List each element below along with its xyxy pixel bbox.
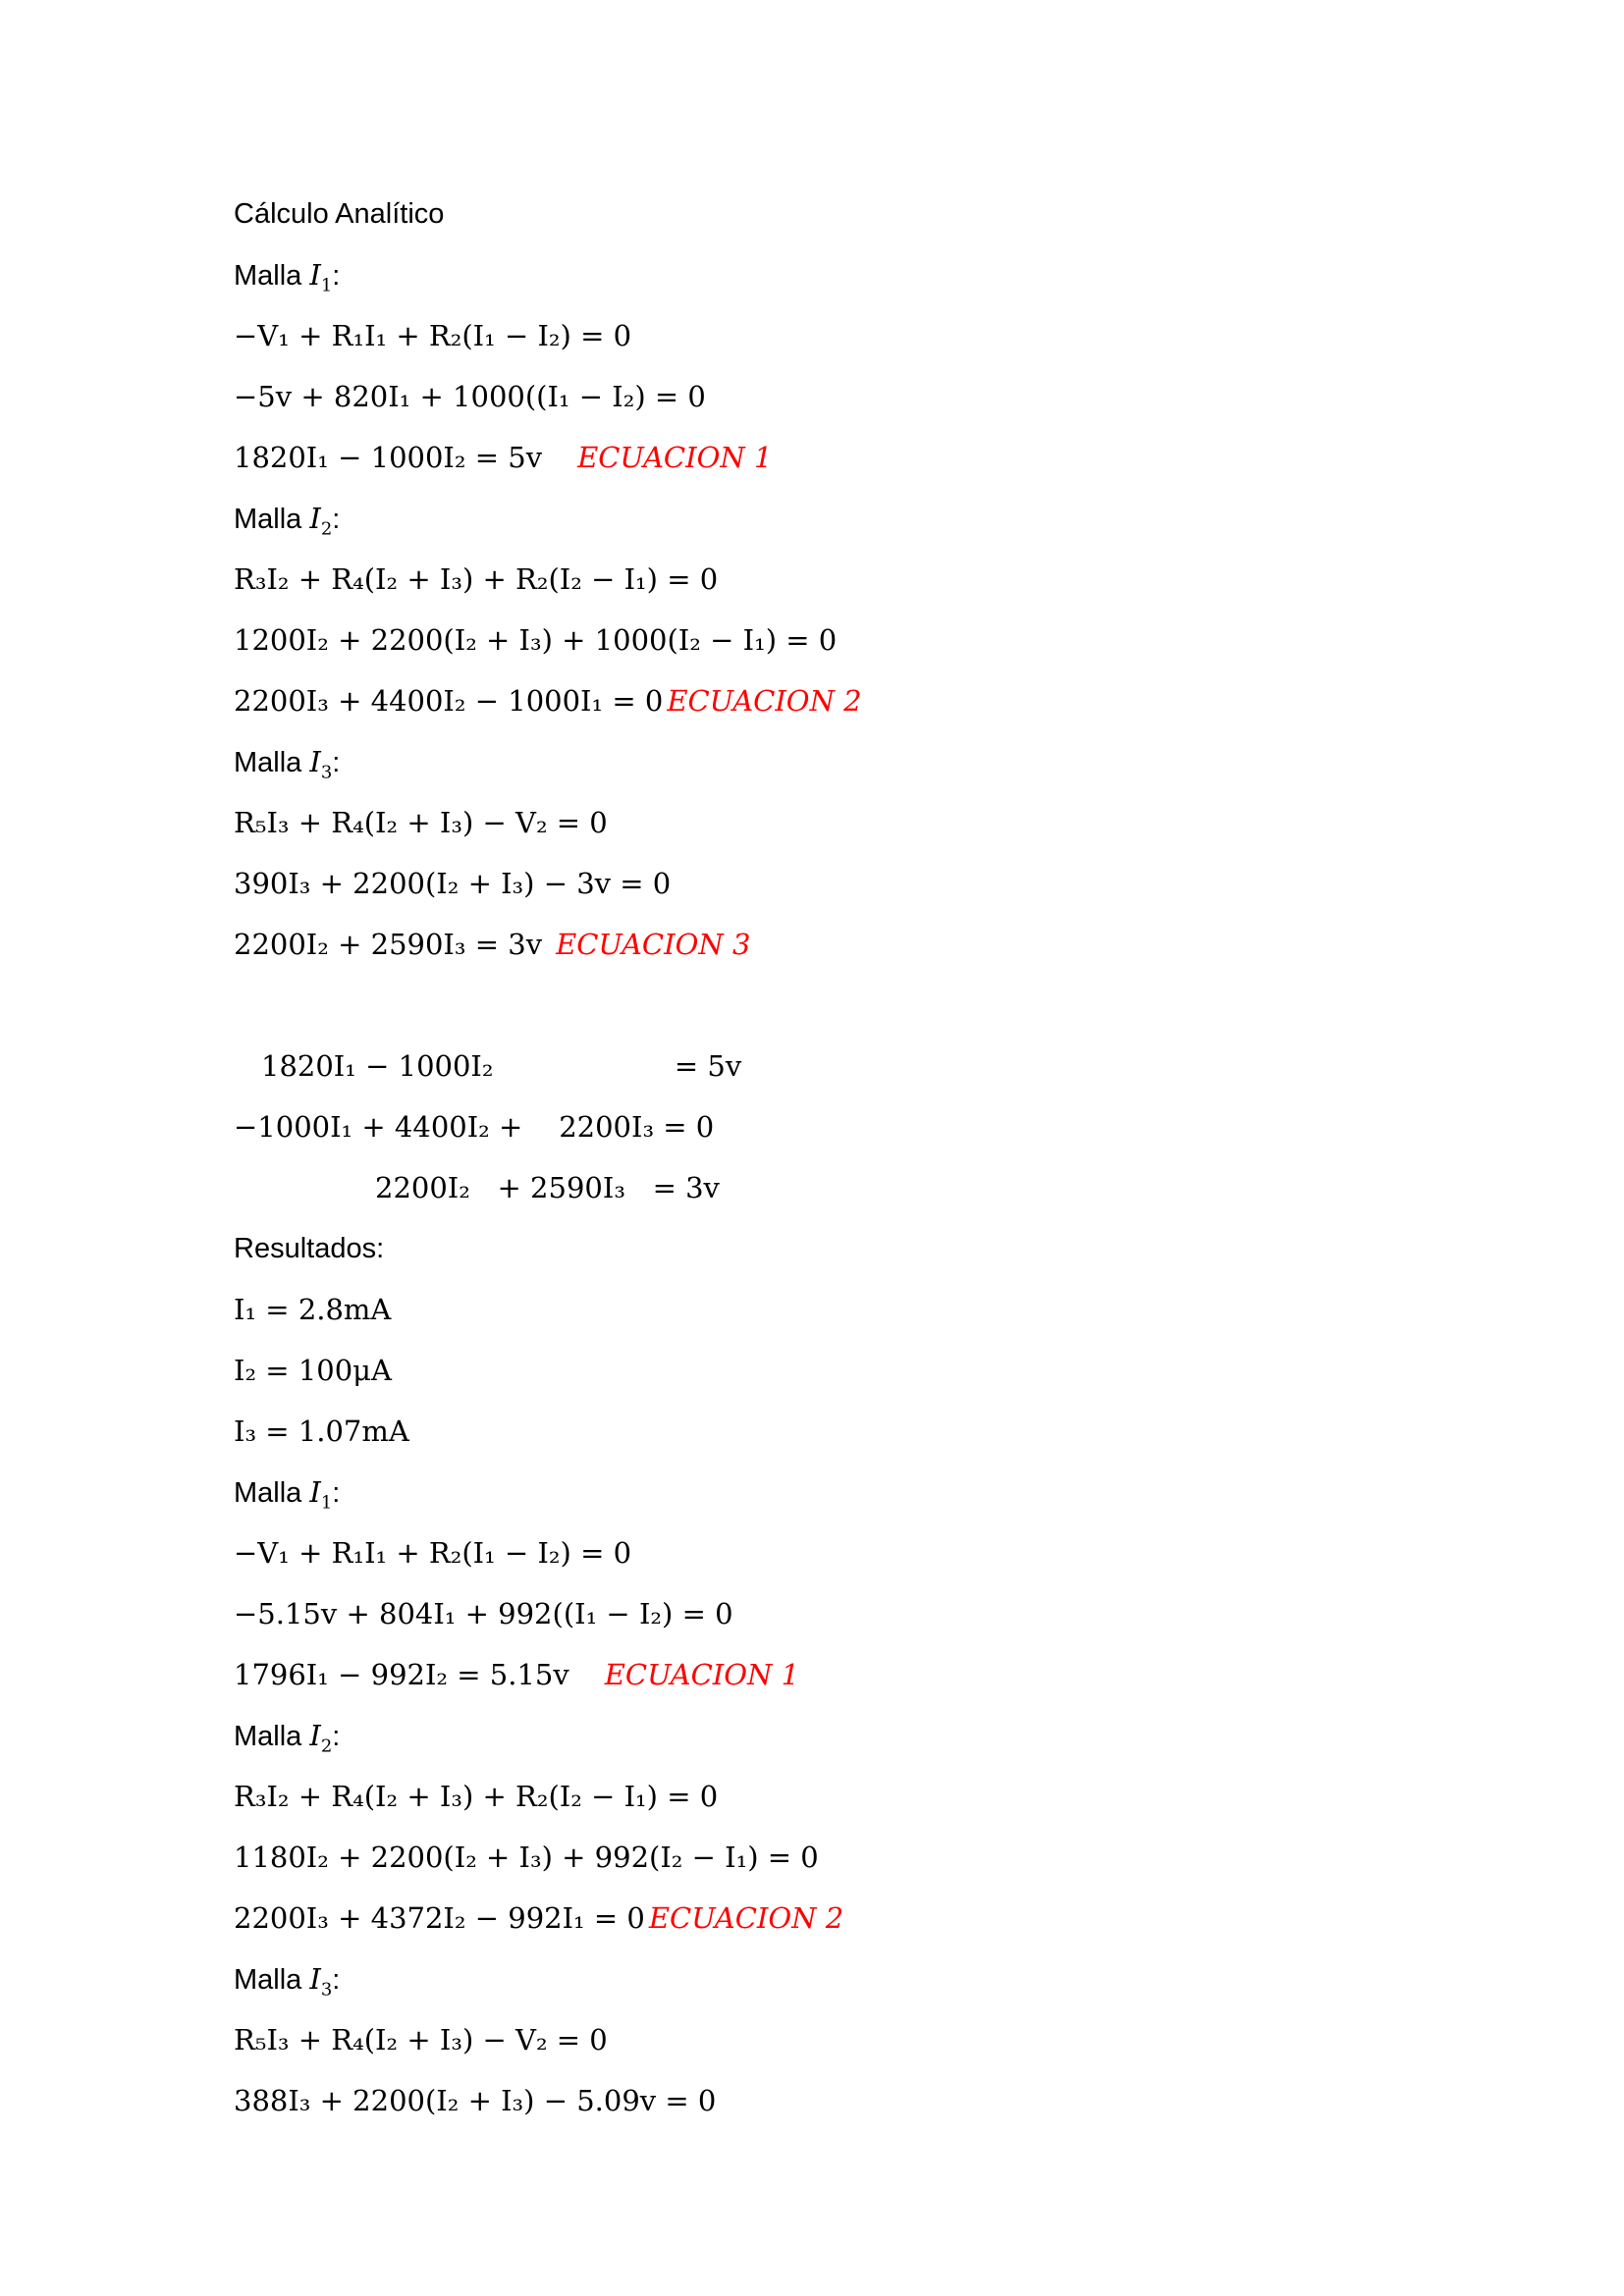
mesh-1b-result: 1796I₁ − 992I₂ = 5.15v ECUACION 1 — [234, 1658, 800, 1691]
system-row-1: 1820I₁ − 1000I₂ = 5v — [261, 1049, 742, 1083]
mesh-2b-substitution: 1180I₂ + 2200(I₂ + I₃) + 992(I₂ − I₁) = 0 — [234, 1841, 819, 1874]
mesh-1b-equation: −V₁ + R₁I₁ + R₂(I₁ − I₂) = 0 — [234, 1536, 632, 1570]
mesh-2-heading: Malla $I_2$: — [234, 502, 341, 540]
mesh-3b-heading: Malla $I_3$: — [234, 1962, 341, 2001]
mesh-3b-equation: R₅I₃ + R₄(I₂ + I₃) − V₂ = 0 — [234, 2023, 608, 2056]
mesh-2b-result: 2200I₃ + 4372I₂ − 992I₁ = 0 ECUACION 2 — [234, 1901, 844, 1935]
mesh-3b-substitution: 388I₃ + 2200(I₂ + I₃) − 5.09v = 0 — [234, 2084, 717, 2117]
result-i3: I₃ = 1.07mA — [234, 1415, 409, 1448]
mesh-2b-equation: R₃I₂ + R₄(I₂ + I₃) + R₂(I₂ − I₁) = 0 — [234, 1780, 719, 1813]
system-row-2: −1000I₁ + 4400I₂ + 2200I₃ = 0 — [234, 1110, 715, 1144]
mesh-1b-substitution: −5.15v + 804I₁ + 992((I₁ − I₂) = 0 — [234, 1597, 733, 1630]
equation-tag: ECUACION 2 — [648, 1901, 844, 1935]
result-i1: I₁ = 2.8mA — [234, 1293, 392, 1326]
mesh-2b-heading: Malla $I_2$: — [234, 1719, 341, 1757]
mesh-1-heading: Malla $I_1$: — [234, 258, 341, 296]
mesh-1-substitution: −5v + 820I₁ + 1000((I₁ − I₂) = 0 — [234, 380, 706, 413]
mesh-3-result: 2200I₂ + 2590I₃ = 3v ECUACION 3 — [234, 928, 751, 961]
mesh-1-equation: −V₁ + R₁I₁ + R₂(I₁ − I₂) = 0 — [234, 319, 632, 352]
mesh-3-heading: Malla $I_3$: — [234, 745, 341, 783]
system-row-3: 2200I₂ + 2590I₃ = 3v — [375, 1171, 720, 1204]
mesh-3-substitution: 390I₃ + 2200(I₂ + I₃) − 3v = 0 — [234, 867, 672, 900]
result-i2: I₂ = 100μA — [234, 1354, 392, 1387]
mesh-2-equation: R₃I₂ + R₄(I₂ + I₃) + R₂(I₂ − I₁) = 0 — [234, 562, 719, 596]
equation-tag: ECUACION 1 — [604, 1658, 800, 1691]
mesh-2-result: 2200I₃ + 4400I₂ − 1000I₁ = 0 ECUACION 2 — [234, 684, 862, 718]
mesh-3-equation: R₅I₃ + R₄(I₂ + I₃) − V₂ = 0 — [234, 806, 608, 839]
mesh-1-result: 1820I₁ − 1000I₂ = 5v ECUACION 1 — [234, 441, 773, 474]
page-title: Cálculo Analítico — [234, 198, 445, 230]
mesh-2-substitution: 1200I₂ + 2200(I₂ + I₃) + 1000(I₂ − I₁) = 0 — [234, 623, 838, 657]
equation-tag: ECUACION 2 — [667, 684, 862, 718]
equation-tag: ECUACION 1 — [577, 441, 773, 474]
results-label: Resultados: — [234, 1233, 385, 1264]
mesh-1b-heading: Malla $I_1$: — [234, 1475, 341, 1514]
equation-tag: ECUACION 3 — [556, 928, 751, 961]
